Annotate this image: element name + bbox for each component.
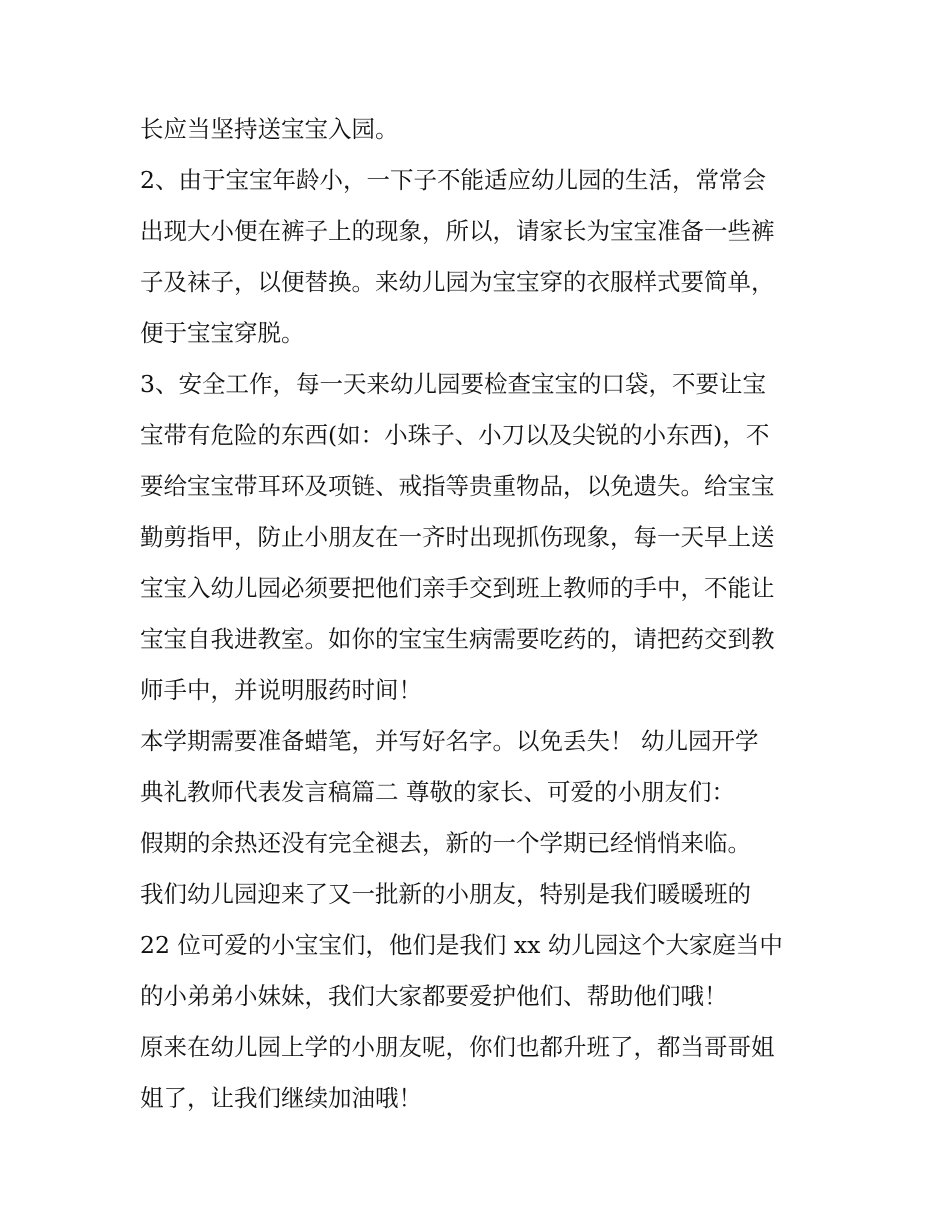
- text-line: 的小弟弟小妹妹，我们大家都要爱护他们、帮助他们哦！: [140, 982, 728, 1010]
- text-line: 子及袜子，以便替换。来幼儿园为宝宝穿的衣服样式要简单，: [140, 268, 775, 296]
- text-line: 假期的余热还没有完全褪去，新的一个学期已经悄悄来临。: [140, 829, 751, 857]
- text-line: 宝宝入幼儿园必须要把他们亲手交到班上教师的手中，不能让: [140, 574, 775, 602]
- text-line: 长应当坚持送宝宝入园。: [140, 115, 399, 143]
- text-line: 出现大小便在裤子上的现象，所以，请家长为宝宝准备一些裤: [140, 217, 775, 245]
- text-line: 我们幼儿园迎来了又一批新的小朋友，特别是我们暖暖班的: [140, 880, 751, 908]
- text-line: 姐了，让我们继续加油哦！: [140, 1084, 422, 1112]
- text-line: 便于宝宝穿脱。: [140, 319, 305, 347]
- document-body: [140, 104, 830, 1124]
- text-line: 2、由于宝宝年龄小，一下子不能适应幼儿园的生活，常常会: [140, 166, 766, 194]
- text-line: 勤剪指甲，防止小朋友在一齐时出现抓伤现象，每一天早上送: [140, 523, 775, 551]
- text-line: 宝带有危险的东西(如：小珠子、小刀以及尖锐的小东西)，不: [140, 421, 770, 449]
- text-line: 典礼教师代表发言稿篇二 尊敬的家长、可爱的小朋友们：: [140, 778, 735, 806]
- text-line: 22 位可爱的小宝宝们，他们是我们 xx 幼儿园这个大家庭当中: [140, 931, 783, 959]
- text-line: 要给宝宝带耳环及项链、戒指等贵重物品，以免遗失。给宝宝: [140, 472, 775, 500]
- text-line: 原来在幼儿园上学的小朋友呢，你们也都升班了，都当哥哥姐: [140, 1033, 775, 1061]
- text-line: 宝宝自我进教室。如你的宝宝生病需要吃药的，请把药交到教: [140, 625, 775, 653]
- text-line: 本学期需要准备蜡笔，并写好名字。以免丢失！ 幼儿园开学: [140, 727, 759, 755]
- text-line: 3、安全工作，每一天来幼儿园要检查宝宝的口袋，不要让宝: [140, 370, 766, 398]
- text-line: 师手中，并说明服药时间！: [140, 676, 422, 704]
